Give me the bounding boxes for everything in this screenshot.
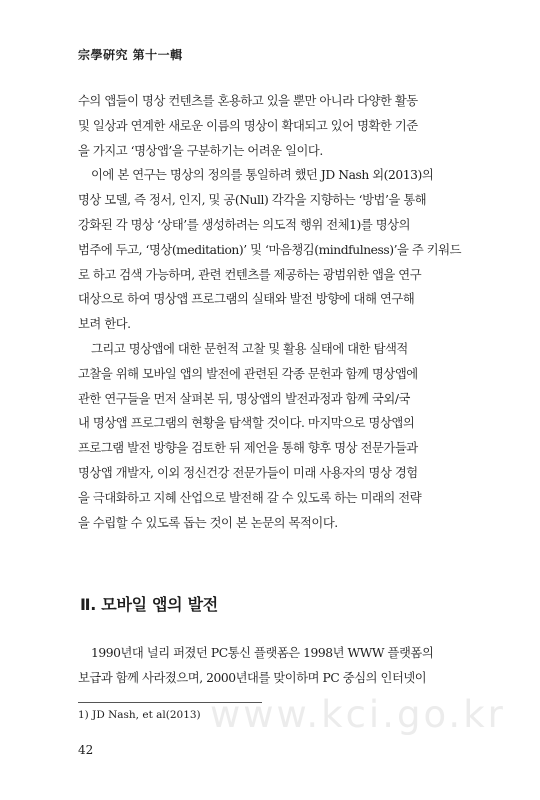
text-line: 내 명상앱 프로그램의 현황을 탐색할 것이다. 마지막으로 명상앱의 [78,416,415,431]
footnote-divider [78,702,262,703]
text-line: 로 하고 검색 가능하며, 관련 컨텐츠를 제공하는 광범위한 앱을 연구 [78,267,422,282]
text-line: 대상으로 하여 명상앱 프로그램의 실태와 발전 방향에 대해 연구해 [78,292,415,307]
paragraph-1 [78,89,468,163]
text-line: 명상 모델, 즉 정서, 인지, 및 공(Null) 각각을 지향하는 ‘방법’을 통해 [78,193,427,208]
paragraph-2 [78,163,468,337]
text-line: 보급과 함께 사라졌으며, 2000년대를 맞이하며 PC 중심의 인터넷이 [78,670,427,685]
text-line: 을 극대화하고 지혜 산업으로 발전해 갈 수 있도록 하는 미래의 전략 [78,490,422,505]
watermark: www.kci.go.kr [210,693,506,736]
text-line: 프로그램 발전 방향을 검토한 뒤 제언을 통해 향후 명상 전문가들과 [78,441,418,456]
text-line: 명상앱 개발자, 이외 정신건강 전문가들이 미래 사용자의 명상 경험 [78,465,418,480]
paragraph-3 [78,337,468,535]
text-line: 이에 본 연구는 명상의 정의를 통일하려 했던 JD Nash 외(2013)의 [91,168,434,183]
text-line: 범주에 두고, ‘명상(meditation)’ 및 ‘마음챙김(mindfulness)’을 주 키워드 [78,242,462,257]
footnote: 1) JD Nash, et al(2013) [78,709,201,721]
section-body-text [78,641,468,691]
text-line: 그리고 명상앱에 대한 문헌적 고찰 및 활용 실태에 대한 탐색적 [91,341,408,356]
page-number: 42 [78,743,94,757]
body-text [78,89,468,535]
running-head: 宗學硏究 第十一輯 [78,48,183,62]
text-line: 수의 앱들이 명상 컨텐츠를 혼용하고 있을 뿐만 아니라 다양한 활동 [78,94,418,108]
text-line: 강화된 각 명상 ‘상태’를 생성하려는 의도적 행위 전체1)를 명상의 [78,217,411,232]
text-line: 고찰을 위해 모바일 앱의 발전에 관련된 각종 문헌과 함께 명상앱에 [78,366,418,381]
text-line: 을 가지고 ‘명상앱’을 구분하기는 어려운 일이다. [78,143,323,158]
text-line: 관한 연구들을 먼저 살펴본 뒤, 명상앱의 발전과정과 함께 국외/국 [78,391,410,406]
text-line: 및 일상과 연계한 새로운 이름의 명상이 확대되고 있어 명확한 기준 [78,118,418,133]
text-line: 보려 한다. [78,317,131,332]
text-line: 1990년대 널리 퍼졌던 PC통신 플랫폼은 1998년 WWW 플랫폼의 [91,646,434,660]
text-line: 을 수립할 수 있도록 돕는 것이 본 논문의 목적이다. [78,515,338,530]
section-heading: Ⅱ. 모바일 앱의 발전 [80,595,218,614]
